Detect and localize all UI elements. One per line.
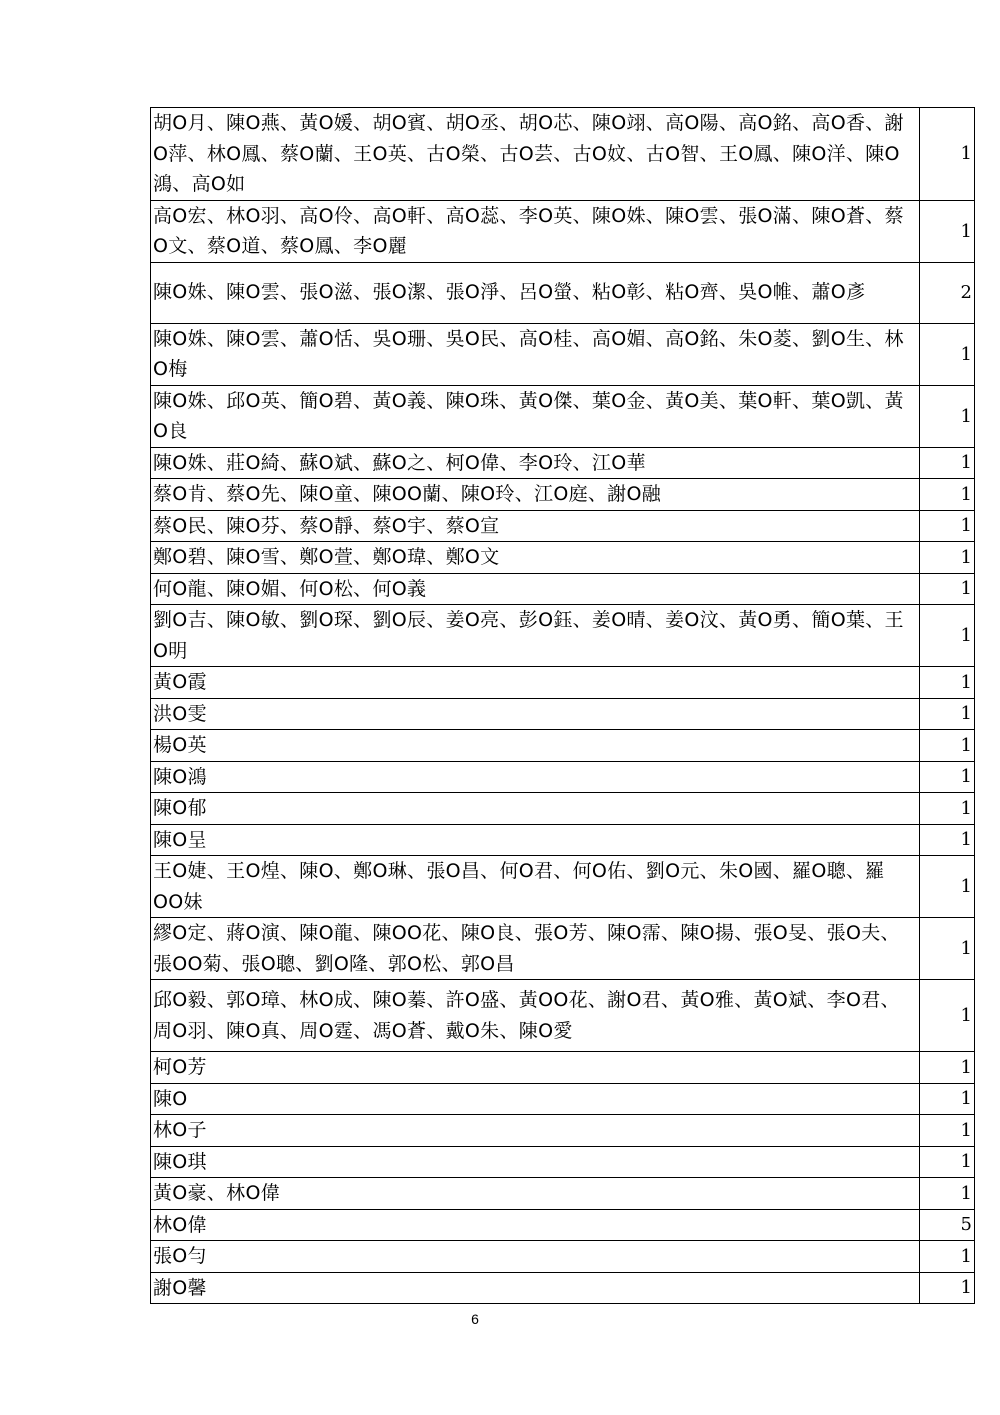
names-cell: 張O勻 bbox=[151, 1241, 920, 1273]
table-row bbox=[151, 667, 975, 699]
names-cell: 邱O毅、郭O璋、林O成、陳O蓁、許O盛、黃OO花、謝O君、黃O雅、黃O斌、李O君、周O羽、陳O真、周O霆、馮O蒼、戴O朱、陳O愛 bbox=[151, 980, 920, 1052]
count-cell: 1 bbox=[920, 1178, 975, 1210]
table-row bbox=[151, 323, 975, 385]
names-cell: 謝O馨 bbox=[151, 1272, 920, 1304]
names-cell: 林O子 bbox=[151, 1115, 920, 1147]
count-cell: 1 bbox=[920, 698, 975, 730]
table-row bbox=[151, 385, 975, 447]
count-cell: 1 bbox=[920, 108, 975, 201]
table-row bbox=[151, 1178, 975, 1210]
names-table bbox=[150, 107, 975, 1304]
count-cell: 1 bbox=[920, 730, 975, 762]
names-cell: 劉O吉、陳O敏、劉O琛、劉O辰、姜O亮、彭O鈺、姜O晴、姜O汶、黃O勇、簡O葉、王O明 bbox=[151, 605, 920, 667]
count-cell: 1 bbox=[920, 200, 975, 262]
names-cell: 陳O姝、陳O雲、蕭O恬、吳O珊、吳O民、高O桂、高O媚、高O銘、朱O菱、劉O生、林O梅 bbox=[151, 323, 920, 385]
count-cell: 1 bbox=[920, 1146, 975, 1178]
count-cell: 1 bbox=[920, 479, 975, 511]
names-cell: 鄭O碧、陳O雪、鄭O萱、鄭O瑋、鄭O文 bbox=[151, 542, 920, 574]
names-cell: 王O婕、王O煌、陳O、鄭O琳、張O昌、何O君、何O佑、劉O元、朱O國、羅O聰、羅OO妹 bbox=[151, 856, 920, 918]
count-cell: 1 bbox=[920, 824, 975, 856]
table-row bbox=[151, 510, 975, 542]
table-row bbox=[151, 698, 975, 730]
table-row bbox=[151, 856, 975, 918]
count-cell: 1 bbox=[920, 323, 975, 385]
count-cell: 1 bbox=[920, 980, 975, 1052]
names-cell: 黃O霞 bbox=[151, 667, 920, 699]
table-row bbox=[151, 1083, 975, 1115]
count-cell: 1 bbox=[920, 510, 975, 542]
count-cell: 1 bbox=[920, 1083, 975, 1115]
count-cell: 1 bbox=[920, 856, 975, 918]
names-cell: 陳O姝、莊O綺、蘇O斌、蘇O之、柯O偉、李O玲、江O華 bbox=[151, 447, 920, 479]
table-row bbox=[151, 262, 975, 323]
names-cell: 陳O琪 bbox=[151, 1146, 920, 1178]
count-cell: 5 bbox=[920, 1209, 975, 1241]
table-row bbox=[151, 573, 975, 605]
count-cell: 1 bbox=[920, 542, 975, 574]
count-cell: 1 bbox=[920, 605, 975, 667]
table-row bbox=[151, 1241, 975, 1273]
names-cell: 柯O芳 bbox=[151, 1052, 920, 1084]
count-cell: 1 bbox=[920, 918, 975, 980]
names-cell: 陳O郁 bbox=[151, 793, 920, 825]
table-row bbox=[151, 200, 975, 262]
count-cell: 1 bbox=[920, 1272, 975, 1304]
names-cell: 黃O豪、林O偉 bbox=[151, 1178, 920, 1210]
page-number: 6 bbox=[471, 1311, 479, 1327]
table-row bbox=[151, 1272, 975, 1304]
table-row bbox=[151, 479, 975, 511]
names-cell: 胡O月、陳O燕、黃O媛、胡O賓、胡O丞、胡O芯、陳O翊、高O陽、高O銘、高O香、謝O萍、林O鳳、蔡O蘭、王O英、古O榮、古O芸、古O妏、古O智、王O鳳、陳O洋、陳O鴻、高O如 bbox=[151, 108, 920, 201]
table-row bbox=[151, 730, 975, 762]
count-cell: 2 bbox=[920, 262, 975, 323]
count-cell: 1 bbox=[920, 761, 975, 793]
names-cell: 何O龍、陳O媚、何O松、何O義 bbox=[151, 573, 920, 605]
names-cell: 蔡O民、陳O芬、蔡O靜、蔡O宇、蔡O宣 bbox=[151, 510, 920, 542]
table-row bbox=[151, 980, 975, 1052]
table-row bbox=[151, 542, 975, 574]
names-cell: 高O宏、林O羽、高O伶、高O軒、高O蕊、李O英、陳O姝、陳O雲、張O滿、陳O蒼、蔡O文、蔡O道、蔡O鳳、李O麗 bbox=[151, 200, 920, 262]
table-row bbox=[151, 1052, 975, 1084]
names-cell: 繆O定、蔣O演、陳O龍、陳OO花、陳O良、張O芳、陳O霈、陳O揚、張O旻、張O夫、張OO菊、張O聰、劉O隆、郭O松、郭O昌 bbox=[151, 918, 920, 980]
names-cell: 陳O姝、陳O雲、張O滋、張O潔、張O淨、呂O螢、粘O彰、粘O齊、吳O帷、蕭O彥 bbox=[151, 262, 920, 323]
table-row bbox=[151, 605, 975, 667]
names-cell: 洪O雯 bbox=[151, 698, 920, 730]
count-cell: 1 bbox=[920, 667, 975, 699]
table-row bbox=[151, 447, 975, 479]
table-row bbox=[151, 1209, 975, 1241]
count-cell: 1 bbox=[920, 385, 975, 447]
names-cell: 林O偉 bbox=[151, 1209, 920, 1241]
table-row bbox=[151, 1146, 975, 1178]
names-cell: 陳O姝、邱O英、簡O碧、黃O義、陳O珠、黃O傑、葉O金、黃O美、葉O軒、葉O凱、黃O良 bbox=[151, 385, 920, 447]
count-cell: 1 bbox=[920, 573, 975, 605]
count-cell: 1 bbox=[920, 1241, 975, 1273]
count-cell: 1 bbox=[920, 1052, 975, 1084]
table-row bbox=[151, 108, 975, 201]
names-cell: 蔡O肯、蔡O先、陳O童、陳OO蘭、陳O玲、江O庭、謝O融 bbox=[151, 479, 920, 511]
count-cell: 1 bbox=[920, 793, 975, 825]
table-row bbox=[151, 761, 975, 793]
table-row bbox=[151, 1115, 975, 1147]
table-row bbox=[151, 918, 975, 980]
table-row bbox=[151, 824, 975, 856]
names-cell: 楊O英 bbox=[151, 730, 920, 762]
names-cell: 陳O鴻 bbox=[151, 761, 920, 793]
table-row bbox=[151, 793, 975, 825]
names-cell: 陳O呈 bbox=[151, 824, 920, 856]
names-cell: 陳O bbox=[151, 1083, 920, 1115]
count-cell: 1 bbox=[920, 1115, 975, 1147]
count-cell: 1 bbox=[920, 447, 975, 479]
